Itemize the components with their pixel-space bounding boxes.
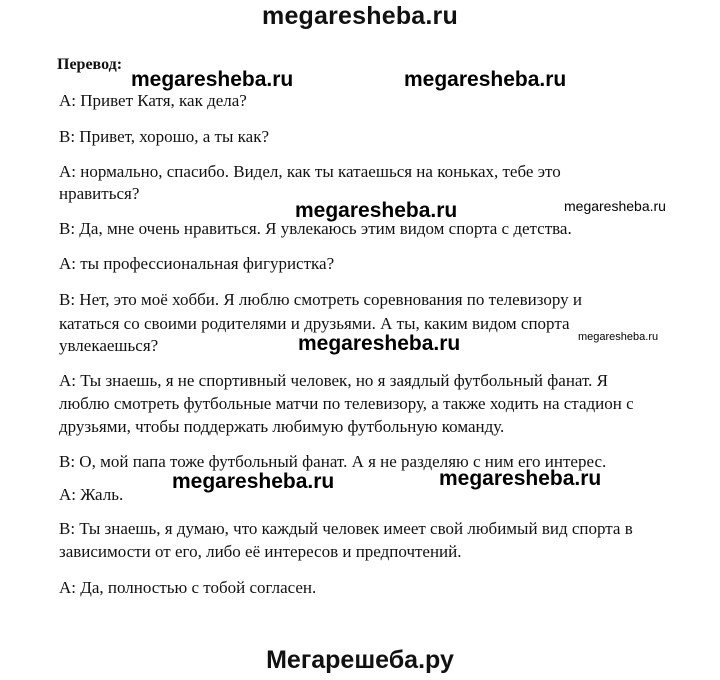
dialogue-line: А: ты профессиональная фигуристка? [59,254,335,273]
dialogue-line: В: Да, мне очень нравиться. Я увлекаюсь этим видом спорта с детства. [59,219,572,238]
site-header: megaresheba.ru [262,2,458,30]
dialogue-line: А: Жаль. [59,485,124,504]
watermark: megaresheba.ru [295,199,458,222]
dialogue-line: А: нормально, спасибо. Видел, как ты катаешься на коньках, тебе это [59,162,561,181]
dialogue-line: В: Нет, это моё хобби. Я люблю смотреть соревнования по телевизору и [59,290,583,309]
dialogue-line: нравиться? [59,184,140,203]
watermark: megaresheba.ru [298,332,461,355]
watermark: megaresheba.ru [578,331,659,343]
document-heading: Перевод: [57,56,123,73]
dialogue-line: А: Привет Катя, как дела? [59,91,247,110]
watermark: megaresheba.ru [172,470,335,493]
watermark: megaresheba.ru [404,68,567,91]
dialogue-line: люблю смотреть футбольные матчи по телевизору, а также ходить на стадион с [59,394,634,413]
dialogue-line: увлекаешься? [59,336,159,355]
dialogue-line: кататься со своими родителями и друзьями. А ты, каким видом спорта [59,314,570,333]
watermark: megaresheba.ru [439,467,602,490]
watermark: megaresheba.ru [564,198,666,214]
site-footer: Мегарешеба.ру [266,646,454,674]
dialogue-line: зависимости от его, либо её интересов и предпочтений. [59,542,462,561]
dialogue-line: А: Да, полностью с тобой согласен. [59,578,317,597]
dialogue-line: друзьями, чтобы поддержать любимую футбольную команду. [59,417,505,436]
watermark: megaresheba.ru [131,68,294,91]
dialogue-line: В: Ты знаешь, я думаю, что каждый человек имеет свой любимый вид спорта в [59,519,633,538]
dialogue-line: В: О, мой папа тоже футбольный фанат. А я не разделяю с ним его интерес. [59,452,607,471]
dialogue-line: А: Ты знаешь, я не спортивный человек, но я заядлый футбольный фанат. Я [59,371,609,390]
dialogue-line: В: Привет, хорошо, а ты как? [59,127,270,146]
